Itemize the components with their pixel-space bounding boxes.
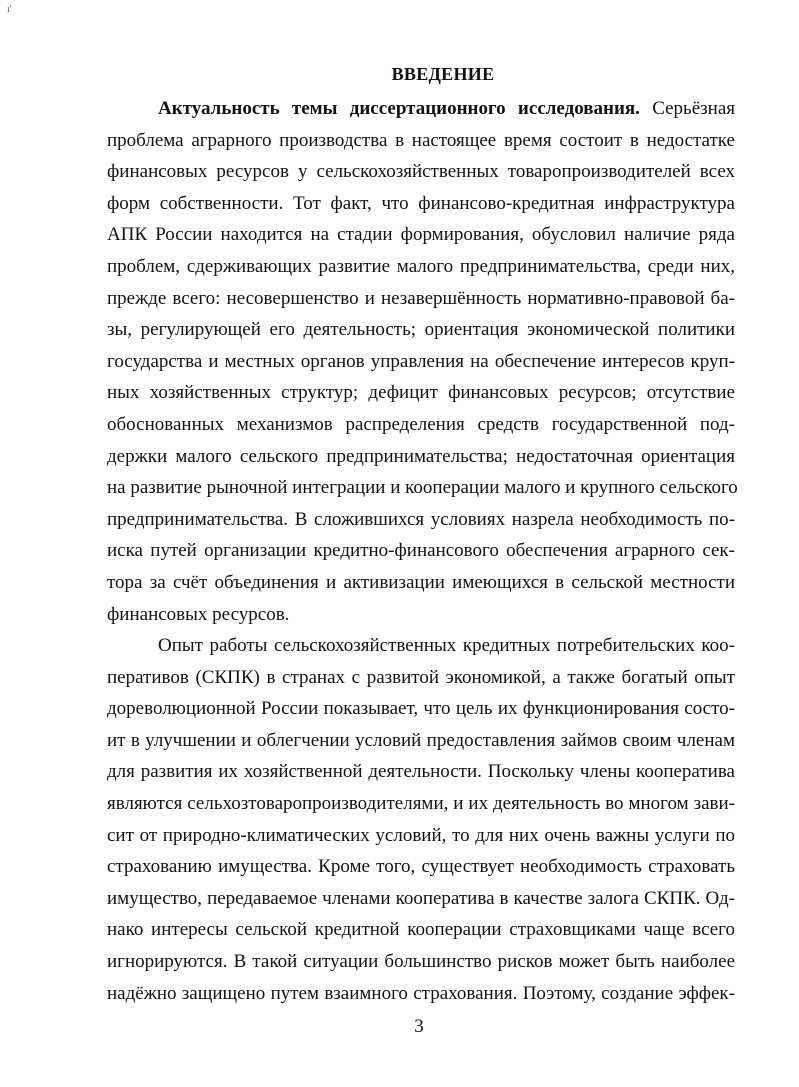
text-line: финансовых ресурсов у сельскохозяйственных товаропроизводителей всех (107, 161, 735, 183)
text-line: предпринимательства. В сложившихся условиях назрела необходимость по- (107, 508, 735, 530)
text-line: проблем, сдерживающих развитие малого предпринимательства, среди них, (107, 255, 735, 277)
text-line: ит в улучшении и облегчении условий предоставления займов своим членам (107, 729, 735, 751)
text-line: игнорируются. В такой ситуации большинство рисков может быть наиболее (107, 951, 735, 973)
text-line: АПК России находится на стадии формирования, обусловил наличие ряда (107, 224, 735, 246)
text-line: обоснованных механизмов распределения средств государственной под- (107, 413, 735, 435)
text-line: нако интересы сельской кредитной кооперации страховщиками чаще всего (107, 919, 735, 941)
paragraph-relevance (107, 93, 738, 630)
scan-mark: ı' (7, 4, 12, 15)
text-line: перативов (СКПК) в странах с развитой экономикой, а также богатый опыт (107, 666, 735, 688)
text-line: прежде всего: несовершенство и незавершённость нормативно-правовой ба- (107, 287, 735, 309)
lead-bold-phrase: Актуальность темы диссертационного исследования. (158, 98, 640, 119)
text-line: зы, регулирующей его деятельность; ориентация экономической политики (107, 319, 735, 341)
text-line: держки малого сельского предпринимательства; недостаточная ориентация (107, 445, 735, 467)
text-line: сит от природно-климатических условий, то для них очень важны услуги по (107, 824, 735, 846)
text-line: страхованию имущества. Кроме того, существует необходимость страховать (107, 856, 735, 878)
text-line: надёжно защищено путем взаимного страхования. Поэтому, создание эффек- (107, 982, 735, 1004)
text-line: дореволюционной России показывает, что цель их функционирования состо- (107, 698, 735, 720)
text-line: форм собственности. Тот факт, что финансово-кредитная инфраструктура (107, 192, 735, 214)
text-line: имущество, передаваемое членами кооператива в качестве залога СКПК. Од- (107, 887, 735, 909)
text-line: Актуальность темы диссертационного исследования. Серьёзная (158, 98, 735, 119)
paragraph-experience (107, 630, 735, 1009)
text-line: для развития их хозяйственной деятельности. Поскольку члены кооператива (107, 761, 735, 783)
text-line: являются сельхозтоваропроизводителями, и их деятельность во многом зави- (107, 793, 735, 815)
text-line: на развитие рыночной интеграции и кооперации малого и крупного сельского (107, 477, 738, 499)
text-line: проблема аграрного производства в настоящее время состоит в недостатке (107, 129, 735, 151)
text-line: финансовых ресурсов. (107, 603, 290, 625)
text-line: тора за счёт объединения и активизации имеющихся в сельской местности (107, 571, 735, 593)
text-line: государства и местных органов управления на обеспечение интересов круп- (107, 350, 735, 372)
body-text (107, 93, 738, 1009)
text-line: иска путей организации кредитно-финансового обеспечения аграрного сек- (107, 540, 735, 562)
text-line: ных хозяйственных структур; дефицит финансовых ресурсов; отсутствие (107, 382, 735, 404)
section-heading: ВВЕДЕНИЕ (391, 64, 495, 84)
text-line: Опыт работы сельскохозяйственных кредитных потребительских коо- (158, 635, 735, 657)
page-number: 3 (414, 1016, 424, 1037)
